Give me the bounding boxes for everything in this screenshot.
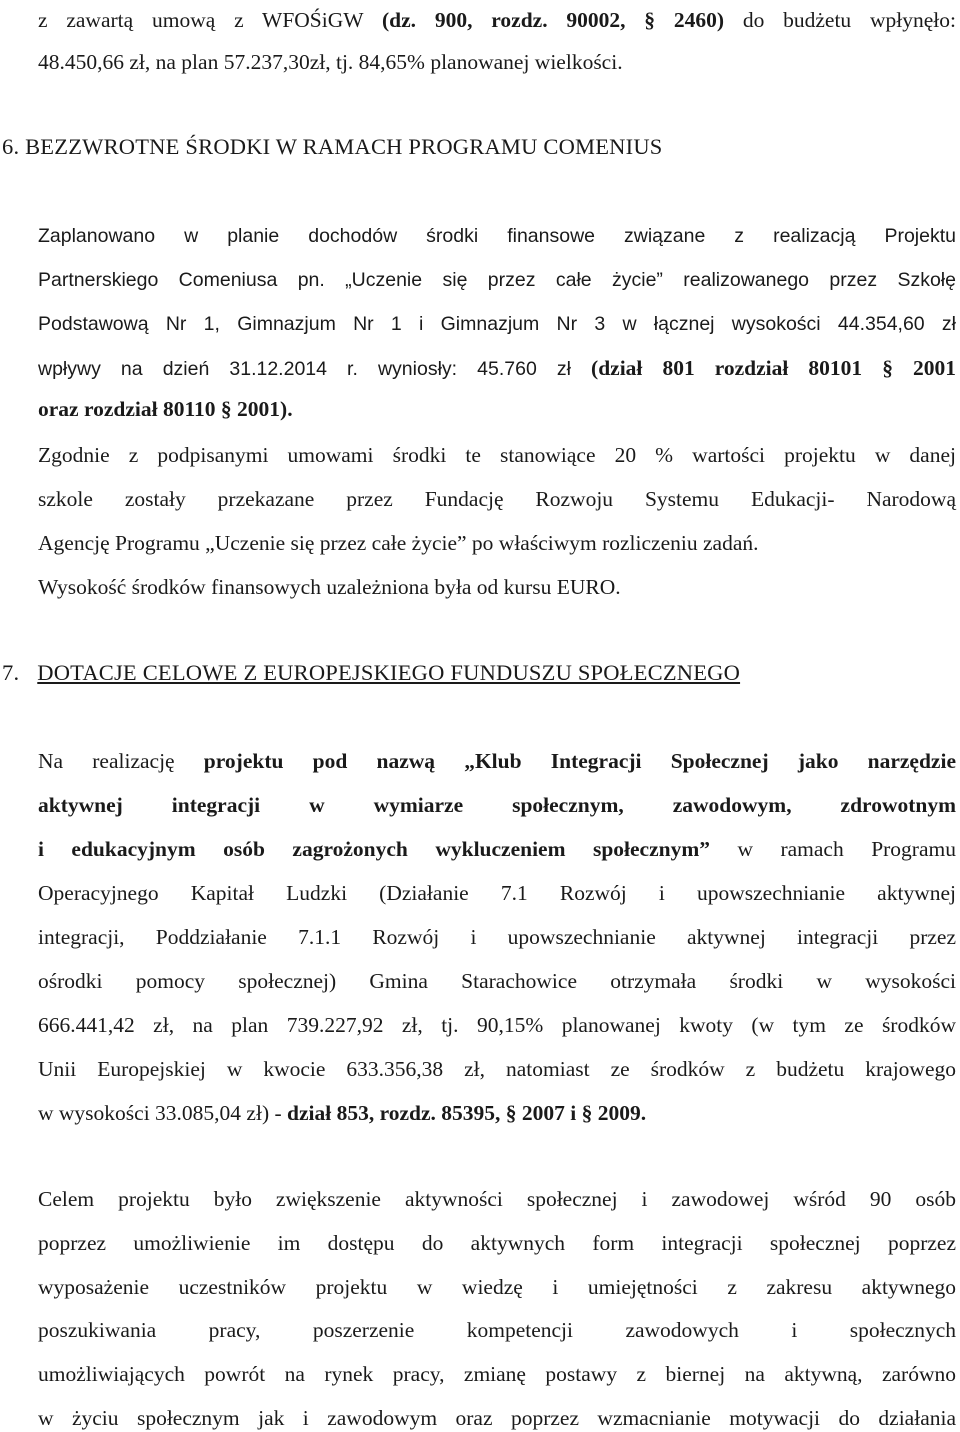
text-line: szkole zostały przekazane przez Fundację Rozwoju Systemu Edukacji- Narodową [38, 487, 956, 511]
text-line: poszukiwania pracy, poszerzenie kompetencji zawodowych i społecznych [38, 1318, 956, 1342]
heading-text: DOTACJE CELOWE Z EUROPEJSKIEGO FUNDUSZU SPOŁECZNEGO [37, 660, 741, 685]
text-line: Zaplanowano w planie dochodów środki finansowe związane z realizacją Projektu [38, 225, 956, 247]
text-line: umożliwiających powrót na rynek pracy, zmianę postawy z biernej na aktywną, zarówno [38, 1362, 956, 1386]
text-line: Podstawową Nr 1, Gimnazjum Nr 1 i Gimnazjum Nr 3 w łącznej wysokości 44.354,60 zł [38, 313, 956, 335]
text-line: Partnerskiego Comeniusa pn. „Uczenie się przez całe życie” realizowanego przez Szkołę [38, 269, 956, 291]
bold-span: (dział 801 rozdział 80101 § 2001 [591, 356, 956, 380]
bold-span: oraz rozdział 80110 § 2001). [38, 397, 293, 421]
text-line: Wysokość środków finansowych uzależniona była od kursu EURO. [38, 575, 621, 599]
text-line: Unii Europejskiej w kwocie 633.356,38 zł, natomiast ze środków z budżetu krajowego [38, 1057, 956, 1081]
text-line: ośrodki pomocy społecznej) Gmina Starachowice otrzymała środki w wysokości [38, 969, 956, 993]
text-line: Celem projektu było zwiększenie aktywności społecznej i zawodowej wśród 90 osób [38, 1187, 956, 1211]
text-line [38, 835, 956, 863]
bold-span: i edukacyjnym osób zagrożonych wykluczeniem społecznym” [38, 837, 711, 861]
text-line: wyposażenie uczestników projektu w wiedzę i umiejętności z zakresu aktywnego [38, 1275, 956, 1299]
text-line: poprzez umożliwienie im dostępu do aktywnych form integracji społecznej poprzez [38, 1231, 956, 1255]
text-span: Na realizację [38, 749, 204, 773]
text-line: integracji, Poddziałanie 7.1.1 Rozwój i upowszechnianie aktywnej integracji przez [38, 925, 956, 949]
text-line: Zgodnie z podpisanymi umowami środki te stanowiące 20 % wartości projektu w danej [38, 443, 956, 467]
text-line [38, 1099, 956, 1127]
bold-span: dział 853, rozdz. 85395, § 2007 i § 2009. [287, 1101, 647, 1125]
text-span: w wysokości 33.085,04 zł) - [38, 1101, 288, 1125]
text-line: Agencję Programu „Uczenie się przez całe życie” po właściwym rozliczeniu zadań. [38, 531, 759, 555]
bold-span: (dz. 900, rozdz. 90002, § 2460) [381, 8, 725, 32]
text-span: wpływy na dzień 31.12.2014 r. wyniosły: 45.760 zł [38, 358, 592, 380]
text-line: 666.441,42 zł, na plan 739.227,92 zł, tj. 90,15% planowanej kwoty (w tym ze środków [38, 1013, 956, 1037]
text-span: z zawartą umową z WFOŚiGW [38, 8, 382, 32]
text-line: w życiu społecznym jak i zawodowym oraz poprzez wzmacnianie motywacji do działania [38, 1406, 956, 1430]
text-line [38, 354, 956, 383]
heading-number: 7. [2, 660, 20, 685]
text-line [38, 395, 956, 423]
text-span: w ramach Programu [710, 837, 956, 861]
text-line: 48.450,66 zł, na plan 57.237,30zł, tj. 84,65% planowanej wielkości. [38, 50, 623, 74]
bold-span: projektu pod nazwą „Klub Integracji Społecznej jako narzędzie [203, 749, 956, 773]
bold-span: aktywnej integracji w wymiarze społecznym, zawodowym, zdrowotnym [38, 793, 956, 817]
text-line: Operacyjnego Kapitał Ludzki (Działanie 7.1 Rozwój i upowszechnianie aktywnej [38, 881, 956, 905]
text-span: do budżetu wpłynęło: [724, 8, 956, 32]
section-heading [2, 659, 920, 687]
text-line [38, 747, 956, 775]
text-line [38, 6, 956, 34]
section-heading: 6. BEZZWROTNE ŚRODKI W RAMACH PROGRAMU COMENIUS [2, 134, 663, 159]
text-line [38, 791, 956, 819]
